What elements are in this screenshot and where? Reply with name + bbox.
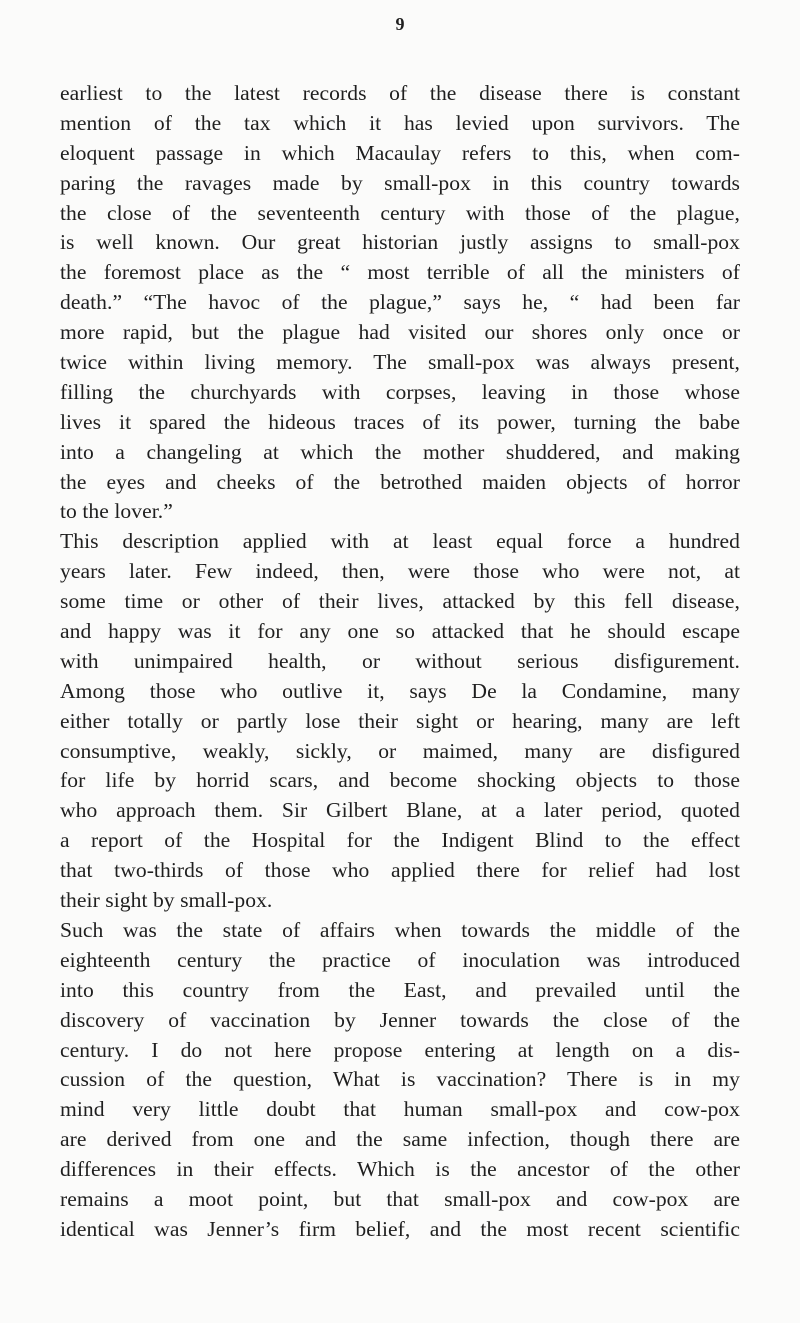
text-line: eloquent passage in which Macaulay refers to this, when com- <box>60 140 740 165</box>
text-line: with unimpaired health, or without serious disfigurement. <box>60 648 740 673</box>
text-line: eighteenth century the practice of inoculation was introduced <box>60 947 740 972</box>
text-line: into this country from the East, and prevailed until the <box>60 977 740 1002</box>
text-line: differences in their effects. Which is the ancestor of the other <box>60 1157 740 1182</box>
text-line: a report of the Hospital for the Indigent Blind to the effect <box>60 828 740 853</box>
text-line: paring the ravages made by small-pox in this country towards <box>60 170 740 195</box>
text-line: is well known. Our great historian justly assigns to small-pox <box>60 230 740 255</box>
text-line: into a changeling at which the mother shuddered, and making <box>60 439 740 464</box>
text-line: filling the churchyards with corpses, leaving in those whose <box>60 379 740 404</box>
text-line: discovery of vaccination by Jenner towards the close of the <box>60 1007 740 1032</box>
text-line: cussion of the question, What is vaccination? There is in my <box>60 1067 740 1092</box>
text-line: more rapid, but the plague had visited our shores only once or <box>60 320 740 345</box>
text-line: consumptive, weakly, sickly, or maimed, many are disfigured <box>60 738 740 763</box>
text-line: twice within living memory. The small-pox was always present, <box>60 350 740 375</box>
text-line: This description applied with at least equal force a hundred <box>60 529 740 554</box>
text-line: lives it spared the hideous traces of its power, turning the babe <box>60 409 740 434</box>
text-line: either totally or partly lose their sight or hearing, many are left <box>60 708 740 733</box>
text-line: Such was the state of affairs when towards the middle of the <box>60 917 740 942</box>
text-line: for life by horrid scars, and become shocking objects to those <box>60 768 740 793</box>
text-line: mind very little doubt that human small-pox and cow-pox <box>60 1097 740 1122</box>
text-line: mention of the tax which it has levied upon survivors. The <box>60 110 740 135</box>
body-text <box>60 79 740 1245</box>
text-line: the close of the seventeenth century with those of the plague, <box>60 200 740 225</box>
text-line: remains a moot point, but that small-pox and cow-pox are <box>60 1186 740 1211</box>
text-line: earliest to the latest records of the disease there is constant <box>60 81 740 105</box>
text-line: the foremost place as the “ most terrible of all the ministers of <box>60 260 740 285</box>
text-line: some time or other of their lives, attacked by this fell disease, <box>60 589 740 614</box>
text-line: Among those who outlive it, says De la Condamine, many <box>60 678 740 703</box>
paragraph-end-line: their sight by small-pox. <box>60 888 273 913</box>
text-line: that two-thirds of those who applied there for relief had lost <box>60 858 740 883</box>
text-line: years later. Few indeed, then, were those who were not, at <box>60 559 740 584</box>
text-line: identical was Jenner’s firm belief, and the most recent scientific <box>60 1216 740 1241</box>
page-number: 9 <box>395 14 405 34</box>
paragraph-end-line: to the lover.” <box>60 499 173 524</box>
text-line: death.” “The havoc of the plague,” says he, “ had been far <box>60 290 740 315</box>
text-line: century. I do not here propose entering at length on a dis- <box>60 1037 740 1062</box>
text-line: are derived from one and the same infection, though there are <box>60 1127 740 1152</box>
text-line: who approach them. Sir Gilbert Blane, at a later period, quoted <box>60 798 740 823</box>
text-line: and happy was it for any one so attacked that he should escape <box>60 619 740 644</box>
text-line: the eyes and cheeks of the betrothed maiden objects of horror <box>60 469 740 494</box>
